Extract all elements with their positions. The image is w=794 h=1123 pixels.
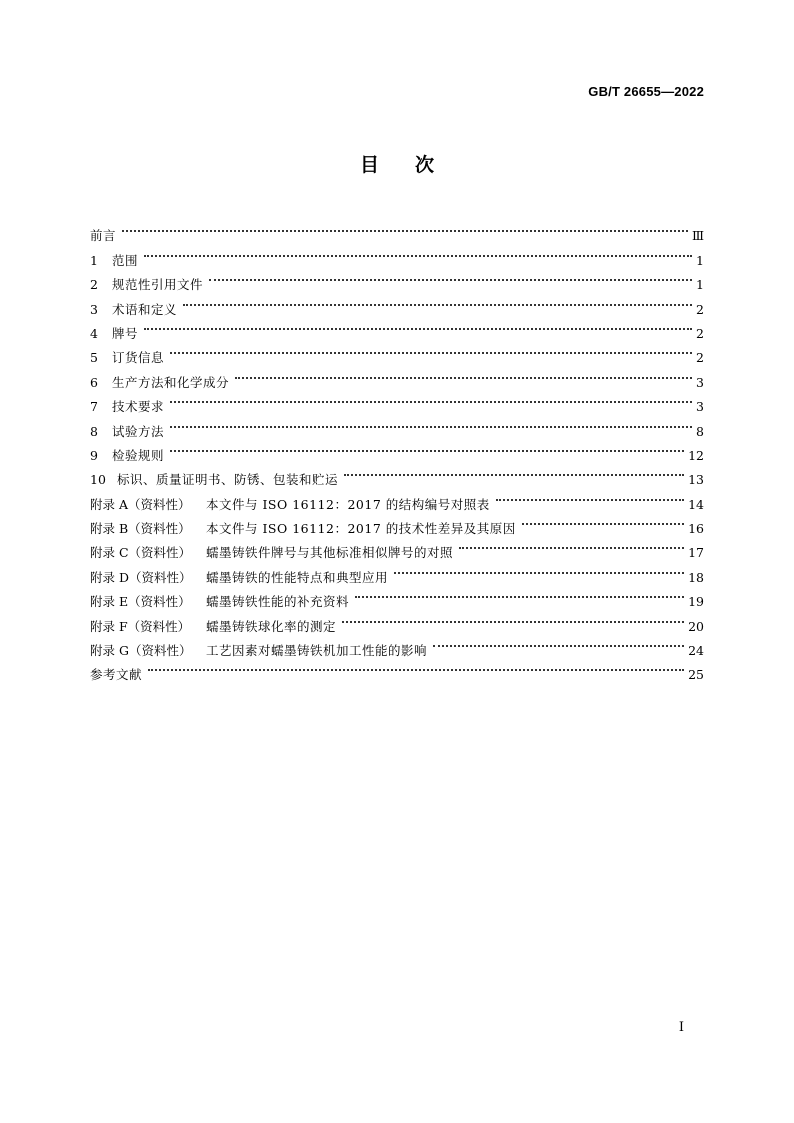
toc-entry-page: 1 [696, 252, 704, 268]
dot-leader [170, 338, 692, 362]
toc-entry-page: 16 [688, 521, 704, 537]
dot-leader [170, 436, 684, 460]
toc-entry-page: 24 [688, 643, 704, 659]
dot-leader [235, 362, 692, 386]
toc-entry-references[interactable] [90, 655, 704, 683]
toc-entry-label: 牌号 [112, 325, 139, 341]
toc-entry-page: 14 [688, 496, 704, 512]
dot-leader [433, 631, 684, 655]
toc-entry-3[interactable] [90, 289, 704, 317]
toc-entry-page: 3 [696, 374, 704, 390]
toc-entry-page: 3 [696, 399, 704, 415]
annex-tag: 附录 G（资料性） [90, 643, 192, 659]
dot-leader [183, 289, 692, 313]
annex-tag: 附录 D（资料性） [90, 569, 192, 585]
toc-entry-number: 8 [90, 423, 98, 439]
dot-leader [170, 387, 692, 411]
toc-entry-page: 2 [696, 350, 704, 366]
dot-leader [148, 655, 684, 679]
toc-entry-number: 4 [90, 325, 98, 341]
toc-entry-page: 13 [688, 472, 704, 488]
dot-leader [394, 557, 684, 581]
toc-entry-page: 20 [688, 618, 704, 634]
toc-entry-page: 12 [688, 447, 704, 463]
toc-entry-9[interactable] [90, 436, 704, 463]
dot-leader [209, 265, 692, 289]
toc-entry-2[interactable] [90, 265, 704, 293]
toc-entry-4[interactable] [90, 314, 704, 341]
page-number: I [678, 1020, 684, 1035]
dot-leader [355, 582, 684, 606]
standard-code: GB/T 26655—2022 [588, 84, 704, 99]
toc-entry-label: 范围 [112, 252, 139, 268]
toc-entry-label: 试验方法 [112, 423, 165, 439]
toc-entry-10[interactable] [90, 460, 704, 488]
toc-entry-number: 2 [90, 277, 98, 293]
toc-entry-page: 8 [696, 423, 704, 439]
toc-entry-number: 3 [90, 301, 98, 317]
dot-leader [144, 240, 692, 264]
dot-leader [344, 460, 684, 484]
page-title: 目次 [359, 154, 470, 176]
toc-entry-8[interactable] [90, 411, 704, 439]
toc-entry-label: 规范性引用文件 [112, 277, 204, 293]
toc-entry-page: 2 [696, 325, 704, 341]
toc-entry-5[interactable] [90, 338, 704, 366]
toc-entry-label: 参考文献 [90, 667, 143, 683]
toc-entry-number: 5 [90, 350, 98, 366]
toc-entry-label: 本文件与 ISO 16112：2017 的技术性差异及其原因 [206, 521, 516, 537]
toc-entry-page: 18 [688, 569, 704, 585]
annex-tag: 附录 E（资料性） [90, 594, 191, 610]
toc-entry-label: 生产方法和化学成分 [112, 374, 230, 390]
toc-entry-number: 9 [90, 447, 98, 463]
toc-entry-label: 蠕墨铸铁球化率的测定 [206, 618, 337, 634]
toc-entry-7[interactable] [90, 387, 704, 415]
annex-tag: 附录 A（资料性） [90, 496, 191, 512]
toc-entry-label: 蠕墨铸铁的性能特点和典型应用 [206, 569, 389, 585]
table-of-contents [90, 216, 704, 683]
toc-entry-page: 19 [688, 594, 704, 610]
toc-entry-page: 17 [688, 545, 704, 561]
toc-entry-page: 2 [696, 301, 704, 317]
toc-entry-label: 订货信息 [112, 350, 165, 366]
toc-entry-label: 技术要求 [112, 399, 165, 415]
toc-entry-label: 标识、质量证明书、防锈、包装和贮运 [117, 472, 339, 488]
toc-entry-label: 蠕墨铸铁件牌号与其他标准相似牌号的对照 [206, 545, 454, 561]
toc-entry-1[interactable] [90, 240, 704, 268]
toc-entry-number: 1 [90, 252, 98, 268]
dot-leader [144, 314, 692, 338]
annex-tag: 附录 B（资料性） [90, 521, 191, 537]
toc-entry-number: 7 [90, 399, 98, 415]
dot-leader [342, 606, 684, 630]
toc-entry-page: 25 [688, 667, 704, 683]
toc-entry-foreword[interactable] [90, 216, 704, 244]
dot-leader [522, 509, 684, 533]
toc-entry-label: 蠕墨铸铁性能的补充资料 [206, 594, 350, 610]
dot-leader [459, 533, 684, 557]
toc-entry-label: 前言 [90, 228, 117, 244]
toc-entry-label: 检验规则 [112, 447, 165, 463]
annex-tag: 附录 C（资料性） [90, 545, 192, 561]
toc-entry-6[interactable] [90, 362, 704, 390]
toc-entry-number: 10 [90, 472, 106, 488]
toc-entry-label: 术语和定义 [112, 301, 178, 317]
toc-entry-page: 1 [696, 277, 704, 293]
dot-leader [496, 484, 684, 508]
dot-leader [122, 216, 688, 240]
toc-entry-label: 工艺因素对蠕墨铸铁机加工性能的影响 [206, 643, 428, 659]
toc-entry-number: 6 [90, 374, 98, 390]
toc-entry-label: 本文件与 ISO 16112：2017 的结构编号对照表 [206, 496, 490, 512]
dot-leader [170, 411, 692, 435]
annex-tag: 附录 F（资料性） [90, 618, 191, 634]
toc-entry-page: Ⅲ [691, 228, 704, 244]
